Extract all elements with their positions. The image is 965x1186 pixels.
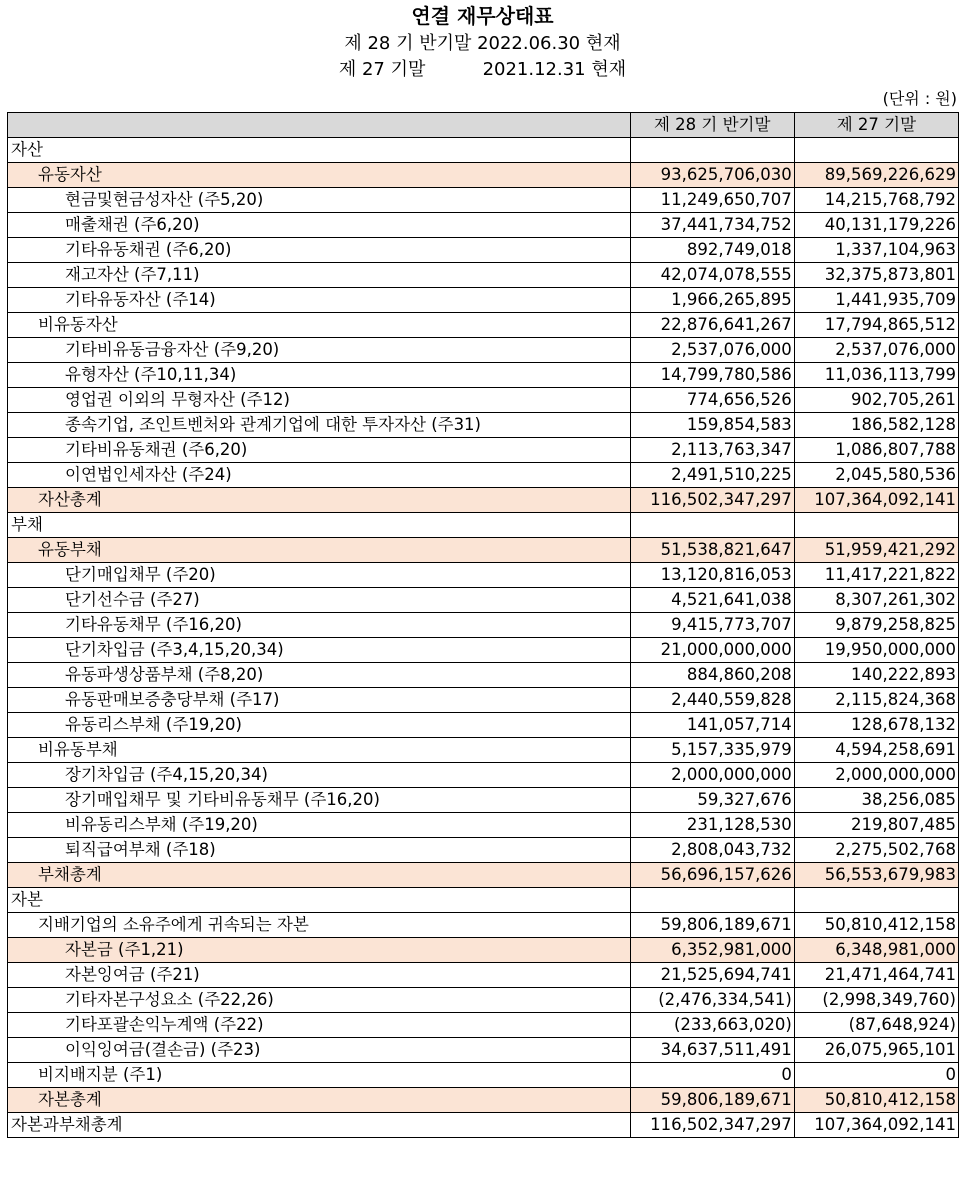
row-label: 비유동부채 bbox=[8, 738, 631, 763]
current-period-value: 9,415,773,707 bbox=[630, 613, 794, 638]
current-period-value: 2,440,559,828 bbox=[630, 688, 794, 713]
table-row bbox=[8, 138, 959, 163]
prior-period-value: 186,582,128 bbox=[794, 413, 958, 438]
table-row bbox=[8, 188, 959, 213]
table-row bbox=[8, 513, 959, 538]
table-row bbox=[8, 813, 959, 838]
table-row bbox=[8, 363, 959, 388]
row-label: 기타유동채무 (주16,20) bbox=[8, 613, 631, 638]
current-period-value: 22,876,641,267 bbox=[630, 313, 794, 338]
current-period-value: 892,749,018 bbox=[630, 238, 794, 263]
row-label: 유동부채 bbox=[8, 538, 631, 563]
current-period-value: 774,656,526 bbox=[630, 388, 794, 413]
header-prior-period: 제 27 기말 bbox=[794, 113, 958, 138]
row-label: 자본총계 bbox=[8, 1088, 631, 1113]
current-period-value: 0 bbox=[630, 1063, 794, 1088]
table-row bbox=[8, 738, 959, 763]
current-period-value: 59,806,189,671 bbox=[630, 1088, 794, 1113]
table-row bbox=[8, 1063, 959, 1088]
current-period-value: 42,074,078,555 bbox=[630, 263, 794, 288]
row-label: 퇴직급여부채 (주18) bbox=[8, 838, 631, 863]
table-row bbox=[8, 463, 959, 488]
prior-period-value: (87,648,924) bbox=[794, 1013, 958, 1038]
prior-period-value: 8,307,261,302 bbox=[794, 588, 958, 613]
prior-period-value: 219,807,485 bbox=[794, 813, 958, 838]
prior-period-value: 51,959,421,292 bbox=[794, 538, 958, 563]
table-row bbox=[8, 613, 959, 638]
prior-period-value: 2,045,580,536 bbox=[794, 463, 958, 488]
current-period-value: 34,637,511,491 bbox=[630, 1038, 794, 1063]
row-label: 단기매입채무 (주20) bbox=[8, 563, 631, 588]
prior-period-value: 56,553,679,983 bbox=[794, 863, 958, 888]
table-row bbox=[8, 1013, 959, 1038]
current-period-value bbox=[630, 138, 794, 163]
prior-period-value: 107,364,092,141 bbox=[794, 1113, 958, 1138]
prior-period-value bbox=[794, 138, 958, 163]
prior-period-value: 38,256,085 bbox=[794, 788, 958, 813]
prior-period-value: 11,417,221,822 bbox=[794, 563, 958, 588]
current-period-value bbox=[630, 513, 794, 538]
prior-period-value: (2,998,349,760) bbox=[794, 988, 958, 1013]
table-row bbox=[8, 588, 959, 613]
prior-period-value: 902,705,261 bbox=[794, 388, 958, 413]
current-period-value: 884,860,208 bbox=[630, 663, 794, 688]
current-period-value: 2,491,510,225 bbox=[630, 463, 794, 488]
current-period-value: 2,000,000,000 bbox=[630, 763, 794, 788]
prior-period-value: 26,075,965,101 bbox=[794, 1038, 958, 1063]
row-label: 이익잉여금(결손금) (주23) bbox=[8, 1038, 631, 1063]
prior-period-value: 6,348,981,000 bbox=[794, 938, 958, 963]
row-label: 비유동리스부채 (주19,20) bbox=[8, 813, 631, 838]
row-label: 기타유동자산 (주14) bbox=[8, 288, 631, 313]
current-period-value: 13,120,816,053 bbox=[630, 563, 794, 588]
prior-period-value: 19,950,000,000 bbox=[794, 638, 958, 663]
current-period-value: 116,502,347,297 bbox=[630, 488, 794, 513]
row-label: 종속기업, 조인트벤처와 관계기업에 대한 투자자산 (주31) bbox=[8, 413, 631, 438]
table-row bbox=[8, 563, 959, 588]
row-label: 유형자산 (주10,11,34) bbox=[8, 363, 631, 388]
table-row bbox=[8, 988, 959, 1013]
prior-period-value: 140,222,893 bbox=[794, 663, 958, 688]
prior-period-value: 2,000,000,000 bbox=[794, 763, 958, 788]
current-period-value: 51,538,821,647 bbox=[630, 538, 794, 563]
row-label: 장기매입채무 및 기타비유동채무 (주16,20) bbox=[8, 788, 631, 813]
row-label: 자본잉여금 (주21) bbox=[8, 963, 631, 988]
table-row bbox=[8, 913, 959, 938]
row-label: 기타비유동채권 (주6,20) bbox=[8, 438, 631, 463]
row-label: 자산 bbox=[8, 138, 631, 163]
row-label: 유동판매보증충당부채 (주17) bbox=[8, 688, 631, 713]
table-row bbox=[8, 1113, 959, 1138]
table-row bbox=[8, 763, 959, 788]
table-row bbox=[8, 438, 959, 463]
current-period-value: 2,113,763,347 bbox=[630, 438, 794, 463]
period-prior: 제 27 기말 2021.12.31 현재 bbox=[338, 59, 627, 80]
prior-period-value: 1,337,104,963 bbox=[794, 238, 958, 263]
current-period-value: 93,625,706,030 bbox=[630, 163, 794, 188]
prior-period-value: 1,086,807,788 bbox=[794, 438, 958, 463]
table-row bbox=[8, 1038, 959, 1063]
prior-period-value: 4,594,258,691 bbox=[794, 738, 958, 763]
table-row bbox=[8, 1088, 959, 1113]
row-label: 장기차입금 (주4,15,20,34) bbox=[8, 763, 631, 788]
prior-period-value: 89,569,226,629 bbox=[794, 163, 958, 188]
table-row bbox=[8, 663, 959, 688]
table-row bbox=[8, 713, 959, 738]
row-label: 부채 bbox=[8, 513, 631, 538]
prior-period-value: 0 bbox=[794, 1063, 958, 1088]
table-row bbox=[8, 838, 959, 863]
current-period-value: 37,441,734,752 bbox=[630, 213, 794, 238]
current-period-value bbox=[630, 888, 794, 913]
current-period-value: (233,663,020) bbox=[630, 1013, 794, 1038]
row-label: 부채총계 bbox=[8, 863, 631, 888]
current-period-value: 141,057,714 bbox=[630, 713, 794, 738]
row-label: 자산총계 bbox=[8, 488, 631, 513]
table-row bbox=[8, 413, 959, 438]
table-row bbox=[8, 288, 959, 313]
prior-period-value: 1,441,935,709 bbox=[794, 288, 958, 313]
row-label: 유동자산 bbox=[8, 163, 631, 188]
row-label: 이연법인세자산 (주24) bbox=[8, 463, 631, 488]
current-period-value: 59,806,189,671 bbox=[630, 913, 794, 938]
table-row bbox=[8, 863, 959, 888]
row-label: 기타자본구성요소 (주22,26) bbox=[8, 988, 631, 1013]
table-row bbox=[8, 638, 959, 663]
header-label-cell bbox=[8, 113, 631, 138]
prior-period-value: 50,810,412,158 bbox=[794, 913, 958, 938]
row-label: 단기차입금 (주3,4,15,20,34) bbox=[8, 638, 631, 663]
row-label: 기타포괄손익누계액 (주22) bbox=[8, 1013, 631, 1038]
table-row bbox=[8, 688, 959, 713]
current-period-value: 14,799,780,586 bbox=[630, 363, 794, 388]
row-label: 매출채권 (주6,20) bbox=[8, 213, 631, 238]
prior-period-value: 50,810,412,158 bbox=[794, 1088, 958, 1113]
row-label: 자본금 (주1,21) bbox=[8, 938, 631, 963]
current-period-value: 5,157,335,979 bbox=[630, 738, 794, 763]
prior-period-value: 107,364,092,141 bbox=[794, 488, 958, 513]
table-row bbox=[8, 313, 959, 338]
prior-period-value bbox=[794, 888, 958, 913]
prior-period-value: 14,215,768,792 bbox=[794, 188, 958, 213]
current-period-value: 2,537,076,000 bbox=[630, 338, 794, 363]
row-label: 기타비유동금융자산 (주9,20) bbox=[8, 338, 631, 363]
prior-period-value bbox=[794, 513, 958, 538]
current-period-value: 56,696,157,626 bbox=[630, 863, 794, 888]
period-current: 제 28 기 반기말 2022.06.30 현재 bbox=[344, 33, 621, 54]
table-row bbox=[8, 388, 959, 413]
current-period-value: 159,854,583 bbox=[630, 413, 794, 438]
current-period-value: 21,525,694,741 bbox=[630, 963, 794, 988]
current-period-value: 2,808,043,732 bbox=[630, 838, 794, 863]
prior-period-value: 2,275,502,768 bbox=[794, 838, 958, 863]
prior-period-value: 2,537,076,000 bbox=[794, 338, 958, 363]
row-label: 지배기업의 소유주에게 귀속되는 자본 bbox=[8, 913, 631, 938]
prior-period-value: 40,131,179,226 bbox=[794, 213, 958, 238]
row-label: 영업권 이외의 무형자산 (주12) bbox=[8, 388, 631, 413]
current-period-value: (2,476,334,541) bbox=[630, 988, 794, 1013]
table-row bbox=[8, 263, 959, 288]
table-header-row bbox=[8, 113, 959, 138]
current-period-value: 1,966,265,895 bbox=[630, 288, 794, 313]
row-label: 유동리스부채 (주19,20) bbox=[8, 713, 631, 738]
current-period-value: 11,249,650,707 bbox=[630, 188, 794, 213]
prior-period-value: 11,036,113,799 bbox=[794, 363, 958, 388]
row-label: 재고자산 (주7,11) bbox=[8, 263, 631, 288]
row-label: 유동파생상품부채 (주8,20) bbox=[8, 663, 631, 688]
row-label: 자본 bbox=[8, 888, 631, 913]
row-label: 현금및현금성자산 (주5,20) bbox=[8, 188, 631, 213]
table-row bbox=[8, 538, 959, 563]
table-row bbox=[8, 213, 959, 238]
current-period-value: 59,327,676 bbox=[630, 788, 794, 813]
row-label: 비지배지분 (주1) bbox=[8, 1063, 631, 1088]
statement-title: 연결 재무상태표 bbox=[411, 4, 554, 28]
header-current-period: 제 28 기 반기말 bbox=[630, 113, 794, 138]
table-row bbox=[8, 338, 959, 363]
current-period-value: 21,000,000,000 bbox=[630, 638, 794, 663]
prior-period-value: 17,794,865,512 bbox=[794, 313, 958, 338]
prior-period-value: 32,375,873,801 bbox=[794, 263, 958, 288]
table-row bbox=[8, 238, 959, 263]
table-row bbox=[8, 938, 959, 963]
current-period-value: 231,128,530 bbox=[630, 813, 794, 838]
table-row bbox=[8, 963, 959, 988]
prior-period-value: 9,879,258,825 bbox=[794, 613, 958, 638]
row-label: 기타유동채권 (주6,20) bbox=[8, 238, 631, 263]
prior-period-value: 128,678,132 bbox=[794, 713, 958, 738]
table-row bbox=[8, 888, 959, 913]
current-period-value: 116,502,347,297 bbox=[630, 1113, 794, 1138]
table-row bbox=[8, 788, 959, 813]
row-label: 단기선수금 (주27) bbox=[8, 588, 631, 613]
prior-period-value: 21,471,464,741 bbox=[794, 963, 958, 988]
current-period-value: 6,352,981,000 bbox=[630, 938, 794, 963]
prior-period-value: 2,115,824,368 bbox=[794, 688, 958, 713]
current-period-value: 4,521,641,038 bbox=[630, 588, 794, 613]
table-row bbox=[8, 163, 959, 188]
row-label: 자본과부채총계 bbox=[8, 1113, 631, 1138]
row-label: 비유동자산 bbox=[8, 313, 631, 338]
table-row bbox=[8, 488, 959, 513]
balance-sheet-table bbox=[7, 112, 959, 1138]
unit-label: (단위 : 원) bbox=[882, 89, 957, 108]
